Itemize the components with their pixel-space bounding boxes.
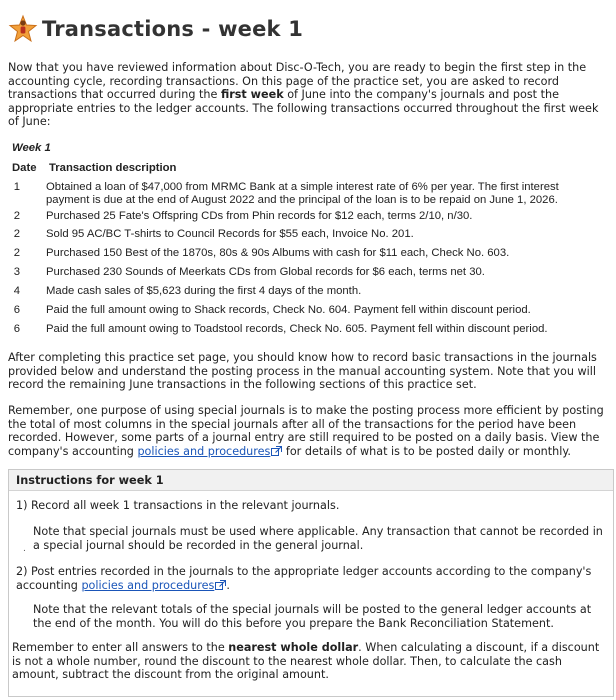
transaction-date: 6 (13, 323, 20, 335)
transaction-description: Purchased 230 Sounds of Meerkats CDs from Global records for $6 each, terms net 30. (46, 266, 485, 278)
transaction-date: 6 (13, 304, 20, 316)
page-title: Transactions - week 1 (42, 17, 304, 41)
special-journals-paragraph: Remember, one purpose of using special journals is to make the posting process more efficient by posting the total of most columns in the special journals after all of the transactions for the period have been recorded. However, some parts of a journal entry are still required to be posted on a daily basis. View the company's accounting policies and procedures for details of what is to be posted daily or monthly. (8, 404, 604, 458)
transaction-description: Paid the full amount owing to Shack records, Check No. 604. Payment fell within discount period. (46, 304, 531, 316)
column-header-date: Date (12, 162, 37, 174)
transaction-description: Paid the full amount owing to Toadstool records, Check No. 605. Payment fell within discount period. (46, 323, 548, 335)
rounding-note: Remember to enter all answers to the nearest whole dollar. When calculating a discount, if a discount is not a whole number, round the discount to the nearest whole dollar. Then, to calculate the cash amount, subtract the discount from the original amount. (12, 641, 600, 682)
transaction-description: Purchased 150 Best of the 1870s, 80s & 90s Albums with cash for $11 each, Check No. 603. (46, 247, 510, 259)
after-paragraph: After completing this practice set page, you should know how to record basic transactions in the journals provided below and understand the posting process in the manual accounting system. Note that you will record the remaining June transactions in the following sections of this practice set. (8, 351, 597, 392)
instruction-note-2: Note that the relevant totals of the special journals will be posted to the general ledger accounts at the end of the month. You will do this before you prepare the Bank Reconciliation Statement. (33, 603, 592, 630)
external-link-icon[interactable] (215, 580, 226, 590)
transaction-description: Sold 95 AC/BC T-shirts to Council Records for $55 each, Invoice No. 201. (46, 228, 414, 240)
transaction-description: Obtained a loan of $47,000 from MRMC Bank at a simple interest rate of 6% per year. The first interest payment is due at the end of August 2022 and the principal of the loan is to be repaid on June 1, 2026. (46, 181, 559, 207)
intro-paragraph: Now that you have reviewed information about Disc-O-Tech, you are ready to begin the first step in the accounting cycle, recording transactions. On this page of the practice set, you are asked to record transactions that occurred during the first week of June into the company's journals and post the appropriate entries to the ledger accounts. The following transactions occurred throughout the first week of June: (8, 61, 599, 129)
column-header-description: Transaction description (49, 162, 177, 174)
table-header (12, 162, 177, 174)
transaction-description: Made cash sales of $5,623 during the first 4 days of the month. (46, 285, 362, 297)
page-header (8, 14, 303, 44)
bullet-dot: . (23, 544, 26, 554)
policies-link-2[interactable]: policies and procedures (81, 578, 215, 592)
policies-link[interactable]: policies and procedures (137, 444, 271, 458)
transaction-date: 2 (13, 228, 20, 240)
transaction-date: 4 (13, 285, 20, 297)
transaction-description: Purchased 25 Fate's Offspring CDs from Phin records for $12 each, terms 2/10, n/30. (46, 210, 473, 222)
instructions-panel (8, 469, 614, 697)
instructions-header (9, 470, 613, 491)
transaction-date: 3 (13, 266, 20, 278)
instruction-step-2: 2) Post entries recorded in the journals to the appropriate ledger accounts according to the company's accounting policies and procedures . (16, 565, 592, 592)
transaction-date: 2 (13, 210, 20, 222)
week-label: Week 1 (12, 142, 51, 154)
transaction-date: 2 (13, 247, 20, 259)
instruction-note-1: Note that special journals must be used where applicable. Any transaction that cannot be recorded in a special journal should be recorded in the general journal. (33, 525, 603, 552)
instructions-title: Instructions for week 1 (16, 474, 164, 487)
star-figure-icon (8, 14, 38, 44)
external-link-icon[interactable] (271, 446, 282, 456)
transaction-date: 1 (13, 181, 20, 193)
instruction-step-1: 1) Record all week 1 transactions in the relevant journals. (16, 499, 340, 512)
